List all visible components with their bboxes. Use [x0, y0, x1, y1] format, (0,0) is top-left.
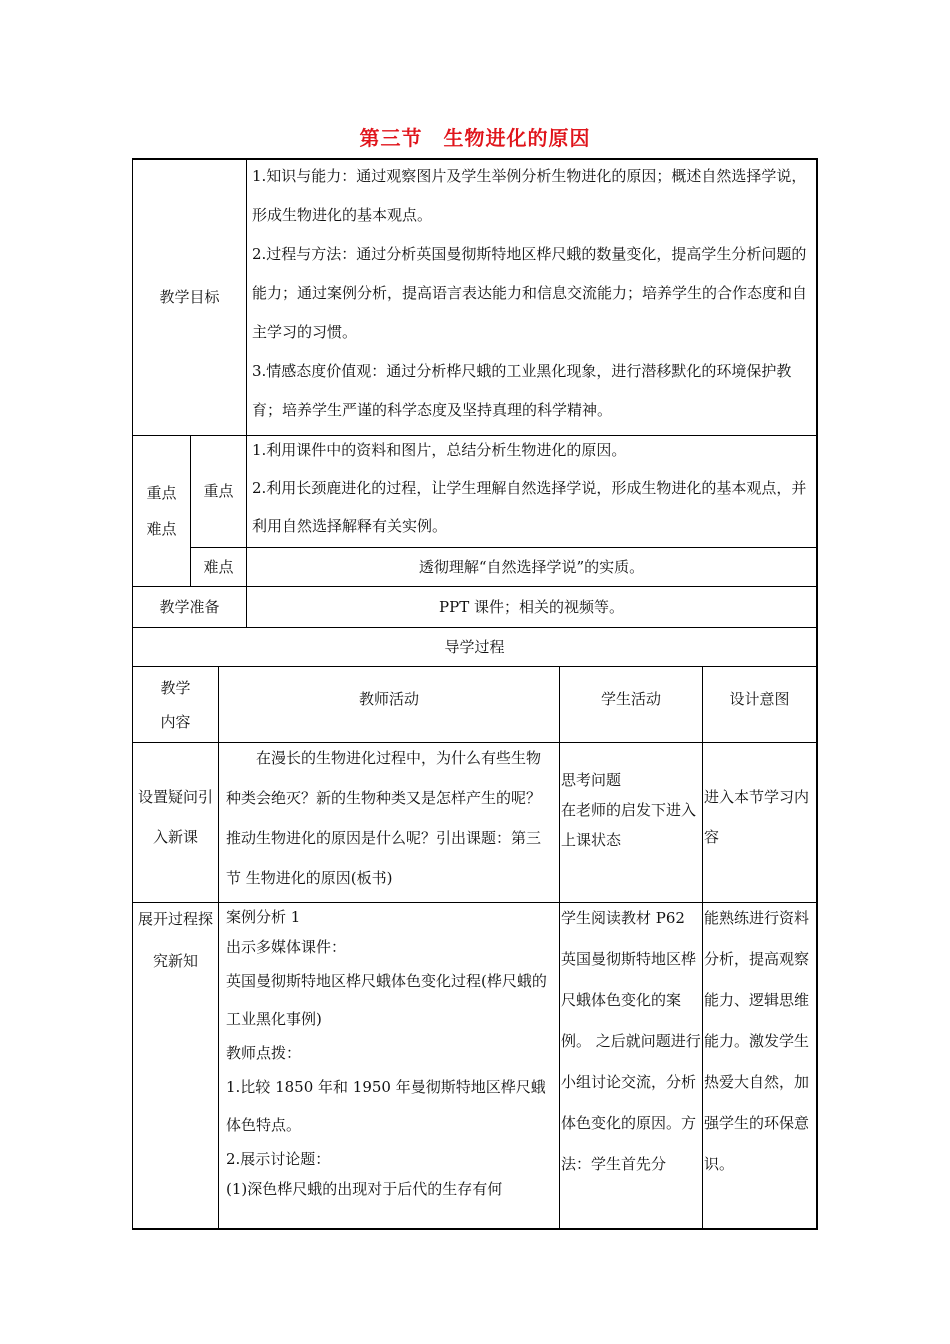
row2-teacher-line1: 案例分析 1 [226, 908, 301, 926]
column-header-content-line1: 教学 [160, 678, 191, 697]
column-header-content-line2: 内容 [160, 712, 191, 731]
row2-student [561, 898, 701, 1228]
row1-student-line1: 思考问题 [561, 771, 622, 789]
preparation-label: 教学准备 [159, 597, 220, 616]
objective-knowledge: 1.知识与能力：通过观察图片及学生举例分析生物进化的原因；概述自然选择学说，形成生物进化的基本观点。 [252, 167, 807, 224]
process-header-cell [133, 628, 816, 666]
row1-teacher [226, 738, 554, 898]
row2-teacher-line5: 1.比较 1850 年和 1950 年曼彻斯特地区桦尺蛾体色特点。 [226, 1078, 546, 1134]
row2-teacher-line4: 教师点拨： [226, 1044, 302, 1062]
keypoints-label-line1: 重点 [146, 484, 177, 502]
objective-process: 2.过程与方法：通过分析英国曼彻斯特地区桦尺蛾的数量变化，提高学生分析问题的能力；通过案例分析，提高语言表达能力和信息交流能力；培养学生的合作态度和自主学习的习惯。 [252, 245, 808, 341]
row1-content-text: 设置疑问引入新课 [137, 788, 213, 846]
preparation-content [247, 587, 816, 627]
key-content [252, 431, 812, 547]
row1-student [561, 765, 701, 885]
difficult-content [247, 548, 816, 586]
row2-teacher-line7: (1)深色桦尺蛾的出现对于后代的生存有何 [226, 1180, 503, 1198]
process-header: 导学过程 [444, 637, 505, 656]
difficult-label: 难点 [203, 557, 234, 576]
column-header-content [133, 667, 218, 742]
table-column-rule [218, 666, 219, 1229]
preparation-text: PPT 课件；相关的视频等。 [439, 597, 624, 616]
row2-teacher-line2: 出示多媒体课件： [226, 938, 347, 956]
row2-content-text: 展开过程探究新知 [137, 910, 213, 970]
objectives-content [252, 157, 812, 435]
column-header-student: 学生活动 [600, 690, 661, 708]
row2-design [704, 898, 814, 1228]
column-header-teacher-cell [219, 667, 559, 732]
difficult-text: 透彻理解“自然选择学说”的实质。 [418, 557, 645, 576]
key-label: 重点 [203, 482, 234, 500]
key-label-cell [191, 436, 246, 547]
objectives-label: 教学目标 [159, 288, 220, 306]
row2-teacher-line6: 2.展示讨论题： [226, 1150, 331, 1168]
difficult-label-cell [191, 548, 246, 586]
table-right-border [816, 158, 818, 1230]
preparation-label-cell [133, 587, 246, 627]
row2-student-text: 学生阅读教材 P62 英国曼彻斯特地区桦尺蛾体色变化的案例。 之后就问题进行小组讨论交流，分析体色变化的原因。方法：学生首先分 [561, 909, 701, 1173]
row2-teacher [226, 902, 556, 1228]
keypoints-label-cell [133, 436, 190, 586]
column-header-teacher: 教师活动 [358, 690, 419, 708]
document-title: 第三节 生物进化的原因 [359, 126, 591, 150]
row1-design [704, 777, 814, 857]
row1-student-line2: 在老师的启发下进入上课状态 [561, 801, 697, 849]
row1-teacher-text: 在漫长的生物进化过程中，为什么有些生物种类会绝灭？新的生物种类又是怎样产生的呢？推动生物进化的原因是什么呢？引出课题：第三节 生物进化的原因(板书) [226, 749, 542, 887]
table-column-rule [559, 666, 560, 1229]
column-header-student-cell [560, 667, 702, 732]
key-item-2: 2.利用长颈鹿进化的过程，让学生理解自然选择学说，形成生物进化的基本观点，并利用自然选择解释有关实例。 [252, 479, 807, 535]
column-header-design: 设计意图 [729, 690, 790, 708]
row1-content [133, 777, 218, 887]
row2-teacher-line3: 英国曼彻斯特地区桦尺蛾体色变化过程(桦尺蛾的工业黑化事例) [226, 972, 547, 1028]
row1-design-text: 进入本节学习内容 [704, 788, 810, 846]
keypoints-label-line2: 难点 [146, 520, 177, 538]
objective-attitude: 3.情感态度价值观：通过分析桦尺蛾的工业黑化现象，进行潜移默化的环境保护教育；培养学生严谨的科学态度及坚持真理的科学精神。 [252, 362, 792, 419]
objectives-label-cell [133, 160, 246, 435]
table-column-rule [702, 666, 703, 1229]
key-item-1: 1.利用课件中的资料和图片，总结分析生物进化的原因。 [252, 441, 627, 459]
row2-design-text: 能熟练进行资料分析，提高观察能力、逻辑思维能力。激发学生热爱大自然，加强学生的环保意识。 [704, 909, 810, 1173]
column-header-design-cell [703, 667, 816, 732]
row2-content [133, 898, 218, 988]
table-bottom-border [132, 1228, 818, 1230]
